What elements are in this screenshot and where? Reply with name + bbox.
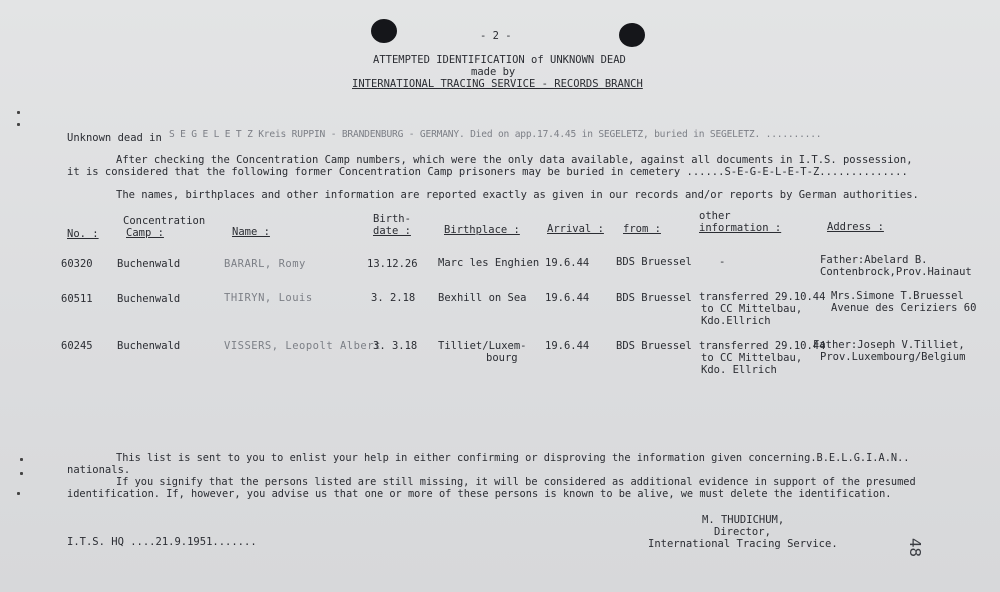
margin-mark (17, 492, 20, 495)
paragraph-2: The names, birthplaces and other information are reported exactly as given in our records and/or reports by German authorities. (116, 189, 919, 201)
header-camp: Camp : (126, 227, 164, 239)
punch-hole-right (619, 23, 645, 47)
cell-from: BDS Bruessel (616, 340, 692, 352)
closing-1-line-2: nationals. (67, 464, 131, 476)
closing-2-line-1: If you signify that the persons listed are still missing, it will be considered as additional evidence in support of the presumed (116, 476, 916, 488)
header-camp-top: Concentration (123, 215, 206, 227)
header-name: Name : (232, 226, 270, 238)
cell-no: 60245 (61, 340, 93, 352)
paragraph-1-line-2: it is considered that the following former Concentration Camp prisoners may be buried in cemetery ......S-E-G-E-L-E-T-Z.............. (67, 166, 908, 178)
cell-name: VISSERS, Leopolt Albert (224, 340, 381, 352)
margin-mark (17, 123, 20, 126)
signature-org: International Tracing Service. (648, 538, 838, 550)
unknown-dead-label: Unknown dead in (67, 132, 162, 144)
cell-birthdate: 3. 2.18 (371, 292, 416, 304)
title-line-2: made by (471, 66, 516, 78)
hq-date: I.T.S. HQ ....21.9.1951....... (67, 536, 257, 548)
cell-other: - (719, 256, 726, 268)
cell-address-2: Prov.Luxembourg/Belgium (820, 351, 966, 363)
cell-address-2: Contenbrock,Prov.Hainaut (820, 266, 972, 278)
cell-other-2: to CC Mittelbau, (701, 303, 803, 315)
cell-arrival: 19.6.44 (545, 340, 590, 352)
unknown-dead-place: S E G E L E T Z Kreis RUPPIN - BRANDENBURG - GERMANY. Died on app.17.4.45 in SEGELETZ, buried in SEGELETZ. .......... (169, 129, 822, 140)
punch-hole-left (371, 19, 397, 43)
cell-other-1: transferred 29.10.44 (699, 340, 826, 352)
header-birthplace: Birthplace : (444, 224, 520, 236)
cell-name: BARARL, Romy (224, 258, 306, 270)
cell-other-3: Kdo. Ellrich (701, 364, 777, 376)
header-birth-top: Birth- (373, 213, 411, 225)
cell-birthplace: Bexhill on Sea (438, 292, 527, 304)
cell-no: 60320 (61, 258, 93, 270)
cell-other-1: transferred 29.10.44 (699, 291, 826, 303)
cell-camp: Buchenwald (117, 293, 181, 305)
header-other-top: other (699, 210, 731, 222)
title-line-3: INTERNATIONAL TRACING SERVICE - RECORDS BRANCH (352, 78, 643, 90)
cell-birthplace: Marc les Enghien (438, 257, 540, 269)
header-from: from : (623, 223, 661, 235)
cell-other-2: to CC Mittelbau, (701, 352, 803, 364)
signature-role: Director, (714, 526, 771, 538)
margin-mark (20, 458, 23, 461)
header-other: information : (699, 222, 782, 234)
cell-address-2: Avenue des Ceriziers 60 (831, 302, 977, 314)
header-birthdate: date : (373, 225, 411, 237)
margin-mark (17, 111, 20, 114)
cell-no: 60511 (61, 293, 93, 305)
closing-1-line-1: This list is sent to you to enlist your help in either confirming or disproving the information given concerning.B.E.L.G.I.A.N.. (116, 452, 910, 464)
cell-other-3: Kdo.Ellrich (701, 315, 771, 327)
cell-birthdate: 13.12.26 (367, 258, 418, 270)
header-address: Address : (827, 221, 884, 233)
header-arrival: Arrival : (547, 223, 604, 235)
cell-address-1: Father:Joseph V.Tilliet, (813, 339, 965, 351)
cell-camp: Buchenwald (117, 258, 181, 270)
cell-birthplace-2: bourg (486, 352, 518, 364)
cell-address-1: Father:Abelard B. (820, 254, 928, 266)
signature-name: M. THUDICHUM, (702, 514, 785, 526)
cell-from: BDS Bruessel (616, 292, 692, 304)
title-line-1: ATTEMPTED IDENTIFICATION of UNKNOWN DEAD (373, 54, 626, 66)
cell-address-1: Mrs.Simone T.Bruessel (831, 290, 964, 302)
header-no: No. : (67, 228, 99, 240)
archive-page-number: 48 (906, 538, 924, 558)
cell-arrival: 19.6.44 (545, 292, 590, 304)
margin-mark (20, 472, 23, 475)
closing-2-line-2: identification. If, however, you advise us that one or more of these persons is known to be alive, we must delete the identification. (67, 488, 892, 500)
cell-arrival: 19.6.44 (545, 257, 590, 269)
cell-birthdate: 3. 3.18 (373, 340, 418, 352)
paragraph-1-line-1: After checking the Concentration Camp numbers, which were the only data available, against all documents in I.T.S. possession, (116, 154, 913, 166)
page-number: - 2 - (480, 30, 512, 42)
cell-from: BDS Bruessel (616, 256, 692, 268)
cell-camp: Buchenwald (117, 340, 181, 352)
cell-name: THIRYN, Louis (224, 292, 313, 304)
cell-birthplace-1: Tilliet/Luxem- (438, 340, 527, 352)
